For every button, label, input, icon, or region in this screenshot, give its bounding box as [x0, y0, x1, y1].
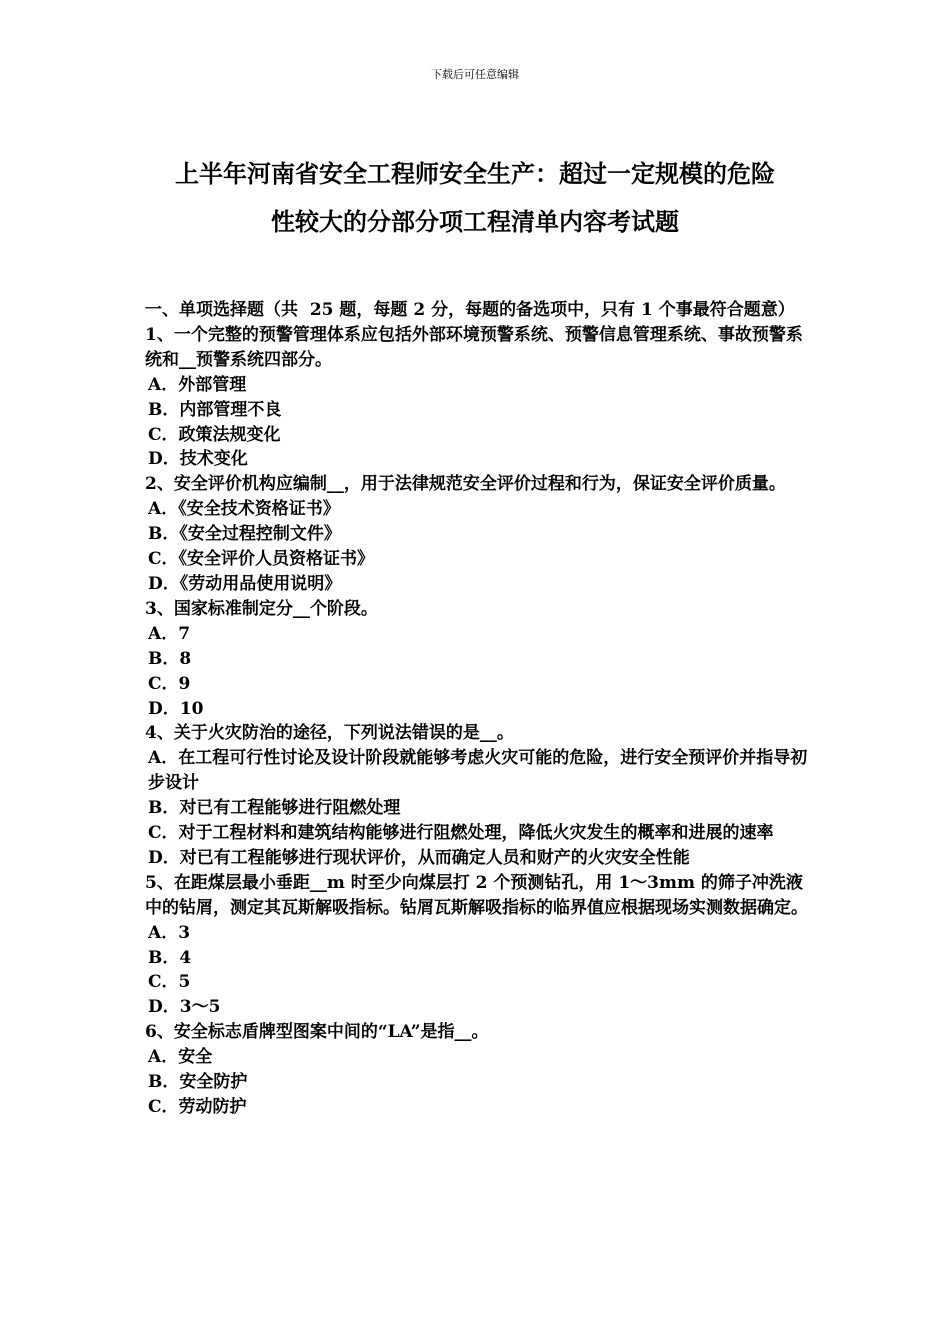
question-3 — [145, 597, 810, 722]
option-a: A．安全 — [148, 1047, 213, 1068]
option-d: D．10 — [148, 698, 204, 719]
option-b: B．《安全过程控制文件》 — [148, 524, 341, 545]
option-c: C．9 — [148, 673, 191, 694]
option-b: B．内部管理不良 — [148, 399, 282, 420]
option-c: C．劳动防护 — [148, 1097, 247, 1117]
option-c: C．5 — [148, 972, 191, 993]
option-a: A．外部管理 — [148, 374, 247, 395]
question-stem: 3、国家标准制定分__个阶段。 — [145, 598, 378, 619]
question-2 — [145, 472, 810, 597]
option-c: C．《安全评价人员资格证书》 — [148, 549, 375, 570]
option-a: A．在工程可行性讨论及设计阶段就能够考虑火灾可能的危险，进行安全预评价并指导初步设计 — [148, 748, 808, 794]
option-b: B．4 — [148, 947, 192, 968]
section-heading: 一、单项选择题（共 25 题，每题 2 分，每题的备选项中，只有 1 个事最符合题意） — [145, 300, 795, 320]
option-a: A．3 — [148, 922, 191, 943]
option-b: B．8 — [148, 648, 192, 669]
option-d: D．技术变化 — [148, 449, 248, 470]
option-c: C．政策法规变化 — [148, 424, 281, 445]
question-6 — [145, 1020, 810, 1120]
question-4 — [145, 721, 810, 870]
option-b: B．安全防护 — [148, 1072, 248, 1093]
title-line-2: 性较大的分部分项工程清单内容考试题 — [271, 207, 679, 236]
header-note: 下载后可任意编辑 — [431, 68, 519, 81]
option-c: C．对于工程材料和建筑结构能够进行阻燃处理，降低火灾发生的概率和进展的速率 — [148, 823, 774, 844]
option-d: D．《劳动用品使用说明》 — [148, 573, 342, 594]
document-body — [145, 298, 810, 1120]
question-stem: 4、关于火灾防治的途径，下列说法错误的是__。 — [145, 723, 514, 744]
question-stem: 6、安全标志盾牌型图案中间的“LA”是指__。 — [145, 1022, 489, 1043]
question-5 — [145, 871, 810, 1020]
option-b: B．对已有工程能够进行阻燃处理 — [148, 798, 401, 819]
question-1 — [145, 323, 810, 472]
question-stem: 1、一个完整的预警管理体系应包括外部环境预警系统、预警信息管理系统、事故预警系统和__预警系统四部分。 — [145, 324, 803, 370]
document-title — [130, 150, 820, 246]
option-d: D．3～5 — [148, 997, 221, 1018]
question-stem: 5、在距煤层最小垂距__m 时至少向煤层打 2 个预测钻孔，用 1～3mm 的筛子冲洗液中的钻屑，测定其瓦斯解吸指标。钻屑瓦斯解吸指标的临界值应根据现场实测数据确定。 — [145, 872, 808, 918]
title-line-1: 上半年河南省安全工程师安全生产：超过一定规模的危险 — [175, 159, 775, 188]
question-stem: 2、安全评价机构应编制__，用于法律规范安全评价过程和行为，保证安全评价质量。 — [145, 474, 786, 495]
option-a: A．《安全技术资格证书》 — [148, 499, 340, 520]
option-d: D．对已有工程能够进行现状评价，从而确定人员和财产的火灾安全性能 — [148, 847, 690, 868]
option-a: A．7 — [148, 623, 191, 644]
